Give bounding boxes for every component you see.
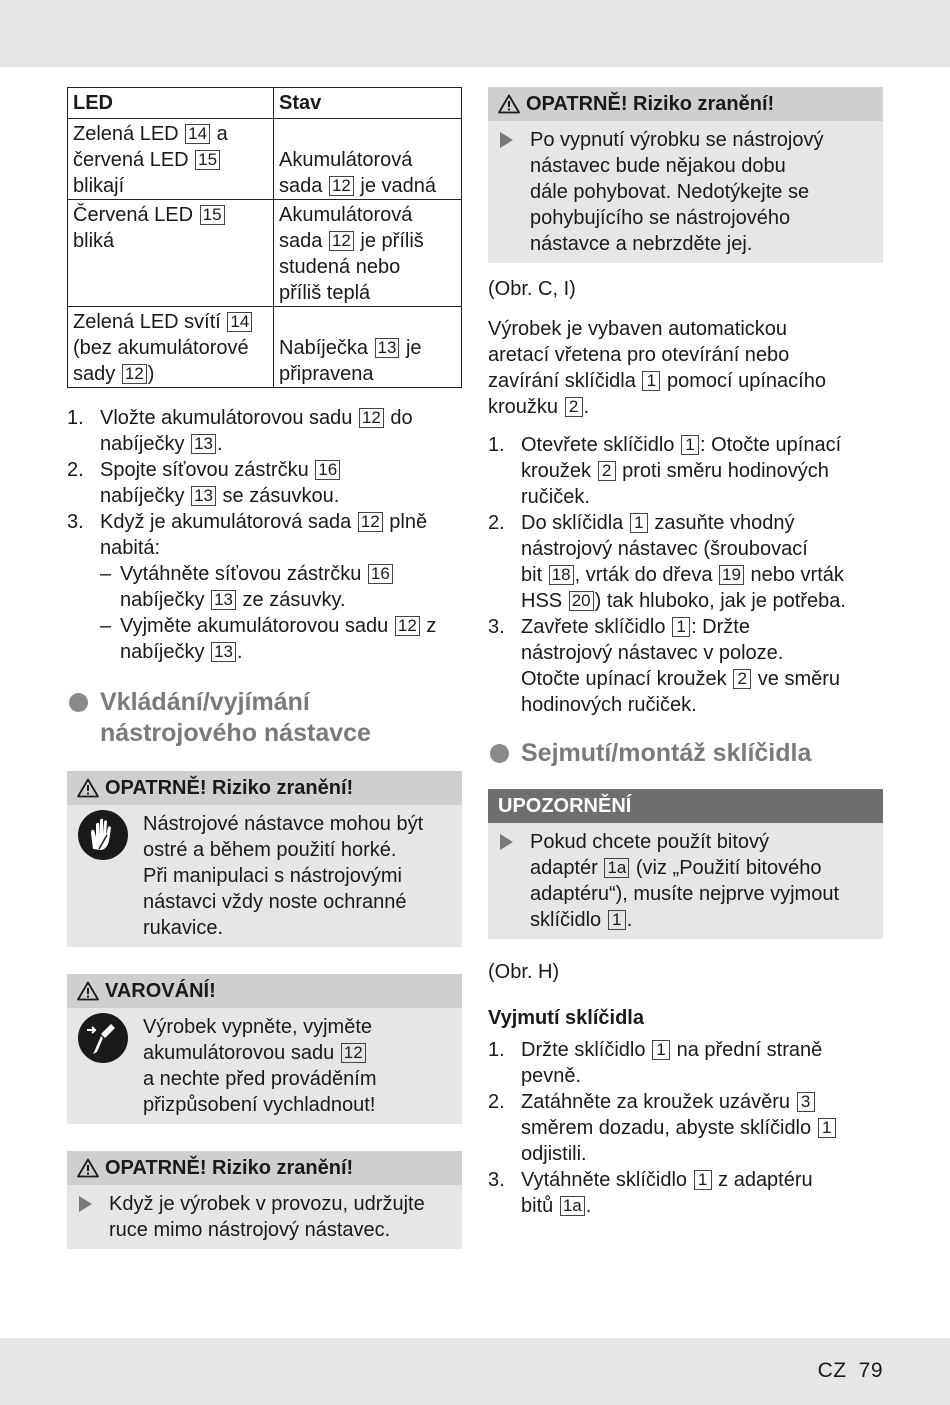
warning-triangle-icon	[77, 1158, 99, 1178]
caution-box-gloves	[67, 771, 462, 947]
caution-body	[67, 1185, 462, 1249]
part-ref: 19	[719, 565, 744, 585]
part-ref: 1	[608, 910, 626, 930]
caution-box-runout	[488, 87, 883, 263]
gloves-icon	[77, 809, 129, 861]
caution-header: OPATRNĚ! Riziko zranění!	[488, 87, 883, 121]
part-ref: 16	[315, 460, 340, 480]
language-code: CZ	[817, 1359, 847, 1382]
figure-ref: (Obr. C, I)	[488, 278, 576, 300]
part-ref: 1	[694, 1170, 712, 1190]
list-item: 3. Když je akumulátorová sada 12 plně nabitá: – Vytáhněte síťovou zástrčku 16 nabíječky 13 ze zásuvky. – Vyjměte akumulátorovou sadu 12 z nabíječky 13 .	[67, 509, 462, 665]
warning-body: Výrobek vypněte, vyjměte akumulátorovou sadu 12 a nechte před prováděním přizpůsobení vychladnout!	[67, 1008, 462, 1124]
part-ref: 12	[358, 512, 383, 532]
table-cell-led: Zelená LED svítí 14 (bez akumulátorové sady 12 )	[68, 307, 274, 388]
list-item: 1. Držte sklíčidlo 1 na přední straně pevně.	[488, 1039, 823, 1087]
page-number: 79	[858, 1359, 883, 1382]
top-band	[0, 0, 950, 67]
list-item: – Vytáhněte síťovou zástrčku 16 nabíječky 13 ze zásuvky.	[100, 561, 462, 613]
list-item: Pokud chcete použít bitový adaptér 1a (viz „Použití bitového adaptéru“), musíte nejprve vyjmout sklíčidlo 1 .	[498, 829, 873, 933]
part-ref: 2	[565, 397, 583, 417]
part-ref: 1	[818, 1118, 836, 1138]
part-ref: 13	[375, 338, 400, 358]
remove-steps	[488, 1037, 883, 1219]
arrow-bullet-icon	[79, 1196, 92, 1212]
right-column	[488, 87, 883, 1219]
table-cell-led: Zelená LED 14 a červená LED 15 blikají	[68, 119, 274, 200]
warning-box-unplug	[67, 974, 462, 1124]
list-item: 2. Spojte síťovou zástrčku 16 nabíječky 13 se zásuvkou.	[67, 459, 340, 507]
list-item: Když je výrobek v provozu, udržujte ruce mimo nástrojový nástavec.	[77, 1191, 452, 1243]
part-ref: 14	[227, 312, 252, 332]
part-ref: 18	[549, 565, 574, 585]
notice-header: UPOZORNĚNÍ	[488, 789, 883, 823]
arrow-bullet-icon	[500, 132, 513, 148]
part-ref: 20	[569, 591, 594, 611]
bullet-dot-icon	[490, 744, 509, 763]
notice-body	[488, 823, 883, 939]
page-footer	[818, 1358, 883, 1384]
chuck-steps	[488, 432, 883, 718]
warning-triangle-icon	[77, 981, 99, 1001]
part-ref: 16	[368, 564, 393, 584]
caution-body	[488, 121, 883, 263]
part-ref: 1	[672, 617, 690, 637]
caution-header: OPATRNĚ! Riziko zranění!	[67, 1151, 462, 1185]
column-header-state: Stav	[274, 88, 462, 119]
intro-paragraph: Výrobek je vybaven automatickou aretací vřetena pro otevírání nebo zavírání sklíčidla 1 pomocí upínacího kroužku 2 .	[488, 318, 826, 418]
warning-header: VAROVÁNÍ!	[67, 974, 462, 1008]
table-cell-state: Akumulátorová sada 12 je vadná	[274, 119, 462, 200]
list-item: – Vyjměte akumulátorovou sadu 12 z nabíječky 13 .	[100, 615, 437, 663]
part-ref: 15	[195, 150, 220, 170]
table-cell-led: Červená LED 15 bliká	[68, 200, 274, 307]
part-ref: 3	[797, 1092, 815, 1112]
part-ref: 15	[200, 205, 225, 225]
section-heading-tool: Vkládání/vyjímání nástrojového nástavce	[67, 687, 462, 749]
left-column	[67, 87, 462, 1249]
table-row	[68, 200, 462, 307]
part-ref: 1	[652, 1040, 670, 1060]
table-cell-state: Nabíječka 13 je připravena	[274, 307, 462, 388]
table-cell-state: Akumulátorová sada 12 je příliš studená nebo příliš teplá	[274, 200, 462, 307]
part-ref: 12	[329, 231, 354, 251]
list-item: 2. Do sklíčidla 1 zasuňte vhodný nástrojový nástavec (šroubovací bit 18 , vrták do dřeva 19 nebo vrták HSS 20 ) tak hluboko, jak je potřeba.	[488, 512, 846, 612]
part-ref: 13	[191, 434, 216, 454]
table-row	[68, 307, 462, 388]
table-header-row	[68, 88, 462, 119]
column-header-led: LED	[68, 88, 274, 119]
arrow-bullet-icon	[500, 834, 513, 850]
list-item: 2. Zatáhněte za kroužek uzávěru 3 směrem dozadu, abyste sklíčidlo 1 odjistili.	[488, 1089, 883, 1167]
part-ref: 1	[681, 435, 699, 455]
caution-header: OPATRNĚ! Riziko zranění!	[67, 771, 462, 805]
part-ref: 1a	[604, 858, 629, 878]
unplug-icon	[77, 1012, 129, 1064]
figure-ref: (Obr. H)	[488, 961, 560, 983]
list-item: 3. Vytáhněte sklíčidlo 1 z adaptéru bitů 1a .	[488, 1169, 813, 1217]
section-heading-chuck: Sejmutí/montáž sklíčidla	[488, 738, 883, 769]
subheading-remove: Vyjmutí sklíčidla	[488, 1007, 644, 1029]
table-row	[68, 119, 462, 200]
warning-triangle-icon	[498, 94, 520, 114]
list-item: 3. Zavřete sklíčidlo 1 : Držte nástrojový nástavec v poloze. Otočte upínací kroužek 2 ve směru hodinových ručiček.	[488, 616, 841, 716]
part-ref: 12	[329, 176, 354, 196]
part-ref: 13	[211, 590, 236, 610]
bullet-dot-icon	[69, 693, 88, 712]
bottom-band	[0, 1338, 950, 1405]
part-ref: 12	[122, 364, 147, 384]
caution-box-hands	[67, 1151, 462, 1249]
part-ref: 13	[211, 642, 236, 662]
list-item: 1. Vložte akumulátorovou sadu 12 do nabíječky 13 .	[67, 407, 413, 455]
caution-body: Nástrojové nástavce mohou být ostré a během použití horké. Při manipulaci s nástrojovými nástavci vždy noste ochranné rukavice.	[67, 805, 462, 947]
part-ref: 2	[598, 461, 616, 481]
warning-triangle-icon	[77, 778, 99, 798]
charging-steps	[67, 405, 462, 665]
part-ref: 1	[642, 371, 660, 391]
notice-box	[488, 789, 883, 939]
list-item: 1. Otevřete sklíčidlo 1 : Otočte upínací kroužek 2 proti směru hodinových ručiček.	[488, 434, 842, 508]
sub-steps	[100, 561, 462, 665]
part-ref: 14	[185, 124, 210, 144]
list-item: Po vypnutí výrobku se nástrojový nástavec bude nějakou dobu dále pohybovat. Nedotýkejte se pohybujícího se nástrojového nástavce a nebrzděte jej.	[498, 127, 873, 257]
part-ref: 12	[359, 408, 384, 428]
part-ref: 1a	[560, 1196, 585, 1216]
part-ref: 12	[341, 1043, 366, 1063]
part-ref: 1	[630, 513, 648, 533]
part-ref: 13	[191, 486, 216, 506]
part-ref: 12	[395, 616, 420, 636]
part-ref: 2	[733, 669, 751, 689]
led-status-table	[67, 87, 462, 388]
